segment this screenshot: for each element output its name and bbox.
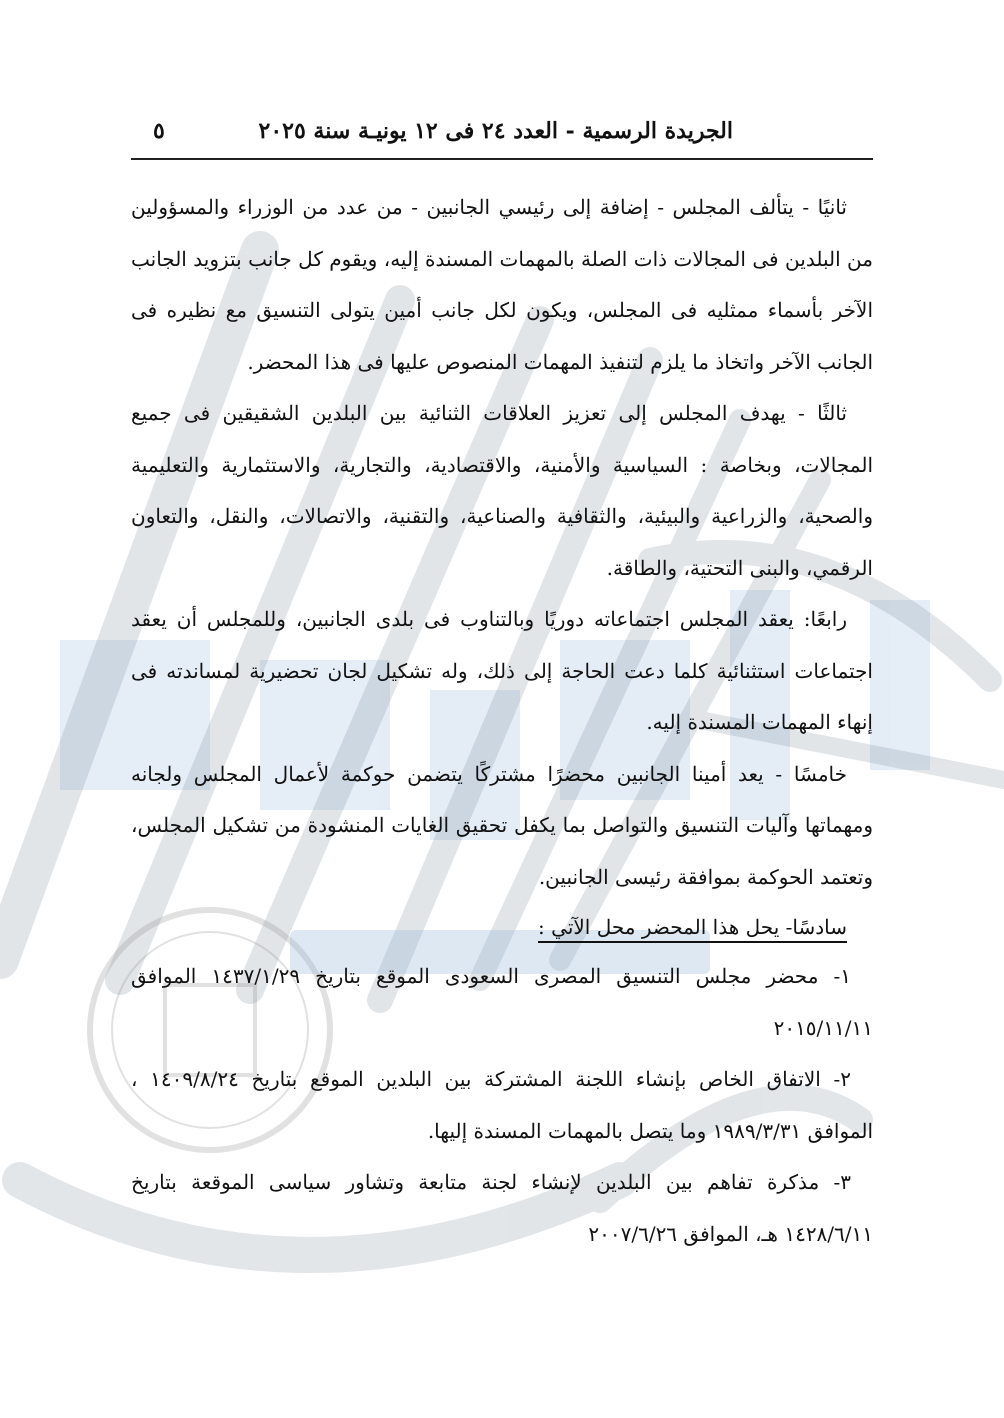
paragraph-third: ثالثًا - يهدف المجلس إلى تعزيز العلاقات الثنائية بين البلدين الشقيقين فى جميع المجالات، وبخاصة : السياسية والأمنية، والاقتصادية، والتجارية، والاستثمارية والتعليمية والصحية، والزراعية والبيئية، والثقافية والصناعية، والتقنية، والاتصالات، والنقل، والتعاون الرقمي، والبنى التحتية، والطاقة.	[131, 401, 873, 580]
header-title: الجريدة الرسمية - العدد ٢٤ فى ١٢ يونيـة سنة ٢٠٢٥	[258, 118, 733, 144]
paragraph-fifth: خامسًا - يعد أمينا الجانبين محضرًا مشتركًا يتضمن حوكمة لأعمال المجلس ولجانه ومهماتها وآليات التنسيق والتواصل بما يكفل تحقيق الغايات المنشودة من تشكيل المجلس، وتعتمد الحوكمة بموافقة رئيسى الجانبين.	[131, 761, 873, 889]
list-item-1: ١- محضر مجلس التنسيق المصرى السعودى الموقع بتاريخ ١٤٣٧/١/٢٩ الموافق ٢٠١٥/١١/١١	[131, 964, 873, 1040]
paragraph-second: ثانيًا - يتألف المجلس - إضافة إلى رئيسي الجانبين - من عدد من الوزراء والمسؤولين من البلدين فى المجالات ذات الصلة بالمهمات المسندة إليه، ويقوم كل جانب بتزويد الجانب الآخر بأسماء ممثليه فى المجلس، ويكون لكل جانب أمين يتولى التنسيق مع نظيره فى الجانب الآخر واتخاذ ما يلزم لتنفيذ المهمات المنصوص عليها فى هذا المحضر.	[131, 195, 873, 374]
document-body	[131, 182, 873, 1260]
list-item-3: ٣- مذكرة تفاهم بين البلدين لإنشاء لجنة متابعة وتشاور سياسى الموقعة بتاريخ ١٤٢٨/٦/١١ هـ، الموافق ٢٠٠٧/٦/٢٦	[131, 1170, 873, 1246]
paragraph-sixth-text: سادسًا- يحل هذا المحضر محل الآتي :	[538, 915, 847, 943]
page-header	[131, 112, 873, 160]
paragraph-fourth: رابعًا: يعقد المجلس اجتماعاته دوريًا وبالتناوب فى بلدى الجانبين، وللمجلس أن يعقد اجتماعات استثنائية كلما دعت الحاجة إلى ذلك، وله تشكيل لجان تحضيرية لمساندته فى إنهاء المهمات المسندة إليه.	[131, 607, 873, 734]
paragraph-sixth	[131, 903, 873, 951]
page-number: ٥	[153, 118, 165, 144]
list-item-2: ٢- الاتفاق الخاص بإنشاء اللجنة المشتركة بين البلدين الموقع بتاريخ ١٤٠٩/٨/٢٤ ، الموافق ١٩٨٩/٣/٣١ وما يتصل بالمهمات المسندة إليها.	[131, 1067, 873, 1143]
